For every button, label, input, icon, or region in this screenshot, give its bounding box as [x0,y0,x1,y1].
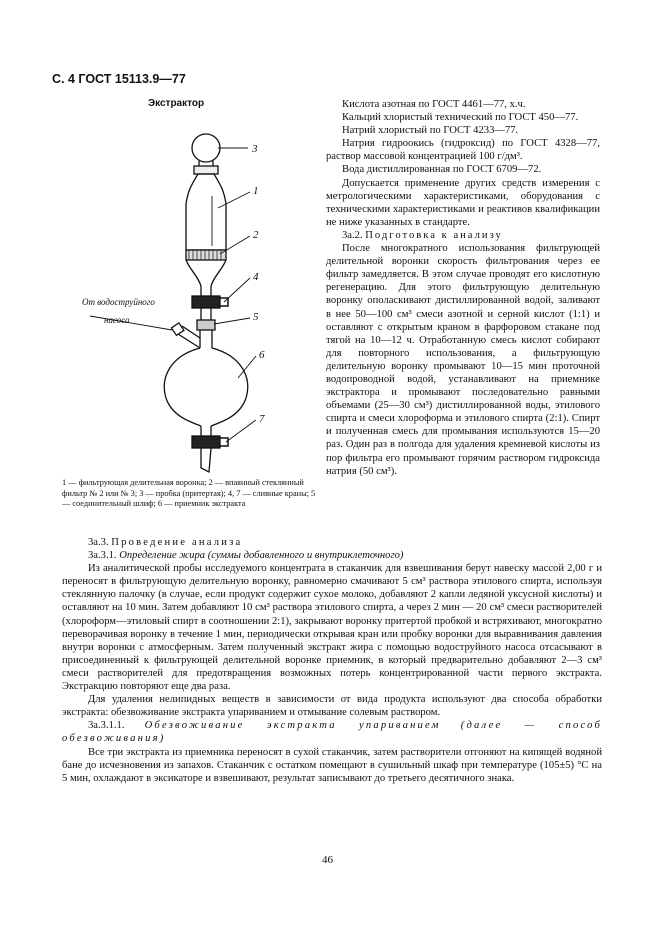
stopcock-upper [192,296,220,308]
section-title: Проведение анализа [111,537,243,548]
reagent-calcium-chloride: Кальций хлористый технический по ГОСТ 450—77. [342,112,579,124]
label-3: 3 [252,143,258,155]
stopper-ground-joint [194,166,218,174]
evaporation-paragraph: Все три экстракта из приемника переносят в сухой стаканчик, затем растворители отгоняют на кипящей водяной бане до исчезновения из запахов. Стаканчик с остатком помещают в сушильный шкаф при температуре (105±5) °С на 5 мин, охлаждают в эксикаторе и взвешивают, результат записывают до третьего десятичного знака. [62,746,602,784]
ground-joint [197,320,215,330]
section-heading-3a31 [62,549,602,562]
fritted-filter [186,250,226,260]
section-title: Определение жира (суммы добавленного и внутриклеточного) [119,550,404,562]
page-header: С. 4 ГОСТ 15113.9—77 [52,72,186,86]
stopcock-lower [192,436,220,448]
side-arm-tip [171,323,183,335]
section-number: 3а.3.1. [88,550,117,562]
section-note: (далее — способ обезвоживания) [62,720,602,745]
substitution-note: Допускается применение других средств измерения с метрологическими характеристиками, оборудования с техническими характеристиками и реактивов квалификации не ниже указанных в стандарте. [326,177,600,228]
funnel-cone [186,260,226,286]
stopcock-handle-lower [220,438,228,446]
funnel-stem-lower [201,308,211,320]
page-number: 46 [322,854,333,866]
label-1: 1 [253,185,259,197]
label-5: 5 [253,311,259,323]
filter-funnel [186,174,226,250]
section-heading-3a3 [62,536,602,549]
section-heading-3a311 [62,719,602,745]
reagent-distilled-water: Вода дистиллированная по ГОСТ 6709—72. [342,164,542,176]
section-number: 3а.2. [342,229,363,241]
nonlipid-removal-paragraph: Для удаления нелипидных веществ в зависимости от вида продукта используют два способа обработки экстракта: обезвоживание экстракта упариванием и отмывание солевым раствором. [62,694,602,719]
regeneration-paragraph: После многократного использования фильтрующей делительной воронки скорость фильтрования через ее фильтр замедляется. В этом случае проводят его кислотную регенерацию. Для этого фильтрующую делительную воронку ополаскивают дистиллированной водой, заливают в нее 50—100 см³ смеси азотной и серной кислот (1:1) и оставляют с открытым краном в фарфоровом стакане под тягой на 10—12 ч. Отработанную смесь кислот собирают для повторного использования, а фильтрующую делительную воронку промывают 10—15 мин проточной водопроводной водой, устанавливают на приемнике экстрактора и промывают последовательно равными объемами (25—30 см³) дистиллированной воды, этилового спирта и смеси хлороформа и этилового спирта (2:1). Спирт и полученная смесь для промывания используются 15—20 раз. Один раз в полгода для удаления кремневой кислоты из пор фильтра его промывают горячим раствором гидроксида натрия (50 см³). [326,243,600,477]
receiver-stem [201,426,211,436]
reagent-nitric-acid: Кислота азотная по ГОСТ 4461—77, х.ч. [342,99,526,110]
label-2: 2 [253,229,259,241]
extractor-diagram [60,108,310,476]
section-title: Обезвоживание экстракта упариванием [144,720,441,732]
reagent-sodium-chloride: Натрий хлористый по ГОСТ 4233—77. [342,125,519,137]
leader-lines [90,148,256,442]
section-number: 3а.3. [88,537,109,548]
right-column [326,98,600,478]
vacuum-label-line1: От водоструйного [82,297,155,307]
fat-determination-paragraph: Из аналитической пробы исследуемого концентрата в стаканчик для взвешивания берут навеску массой 2,00 г и переносят в фильтрующую делительную воронку, равномерно смачивают 5 см³ раствора этилового спирта, используя стеклянную палочку (в случае, если продукт содержит сухое молоко, добавляют 2 капли ледяной уксусной кислоты) и оставляют на 10 мин. Затем добавляют 10 см³ раствора этилового спирта, а через 2 мин — 20 см³ смеси растворителей (хлороформ—этиловый спирт в соотношении 2:1), закрывают воронку притертой пробкой и встряхивают, многократно переворачивая воронку в течение 1 мин, периодически открывая кран или пробку воронки для выравнивания давления внутри воронки с атмосферным. Затем полученный экстракт жира с помощью водоструйного насоса отсасывают в присоединенный к фильтрующей делительной воронке приемник, в который предварительно добавляют 2—3 см³ смеси растворителей для предотвращения возможных потерь концентрированной части первого экстракта. Экстракцию повторяют еще два раза. [62,563,602,693]
vacuum-label-line2: насоса [104,315,130,325]
label-7: 7 [259,413,265,425]
extract-receiver [164,348,247,426]
section-number: 3а.3.1.1. [88,720,125,732]
main-text [62,536,602,785]
outlet-tip [201,448,211,472]
section-heading-3a2 [326,229,600,242]
figure-title: Экстрактор [148,98,205,109]
receiver-neck [200,330,212,348]
stopper [192,134,220,162]
section-title: Подготовка к анализу [365,229,503,241]
figure-caption: 1 — фильтрующая делительная воронка; 2 — впаянный стеклянный фильтр № 2 или № 3; 3 — пробка (притертая); 4, 7 — сливные краны; 5 — соединительный шлиф; 6 — приемник экстракта [62,478,316,509]
reagent-sodium-hydroxide: Натрия гидроокись (гидроксид) по ГОСТ 4328—77, раствор массовой концентрацией 100 г/дм³. [326,138,600,163]
funnel-stem-upper [201,286,211,296]
label-6: 6 [259,349,265,361]
label-4: 4 [253,271,259,283]
